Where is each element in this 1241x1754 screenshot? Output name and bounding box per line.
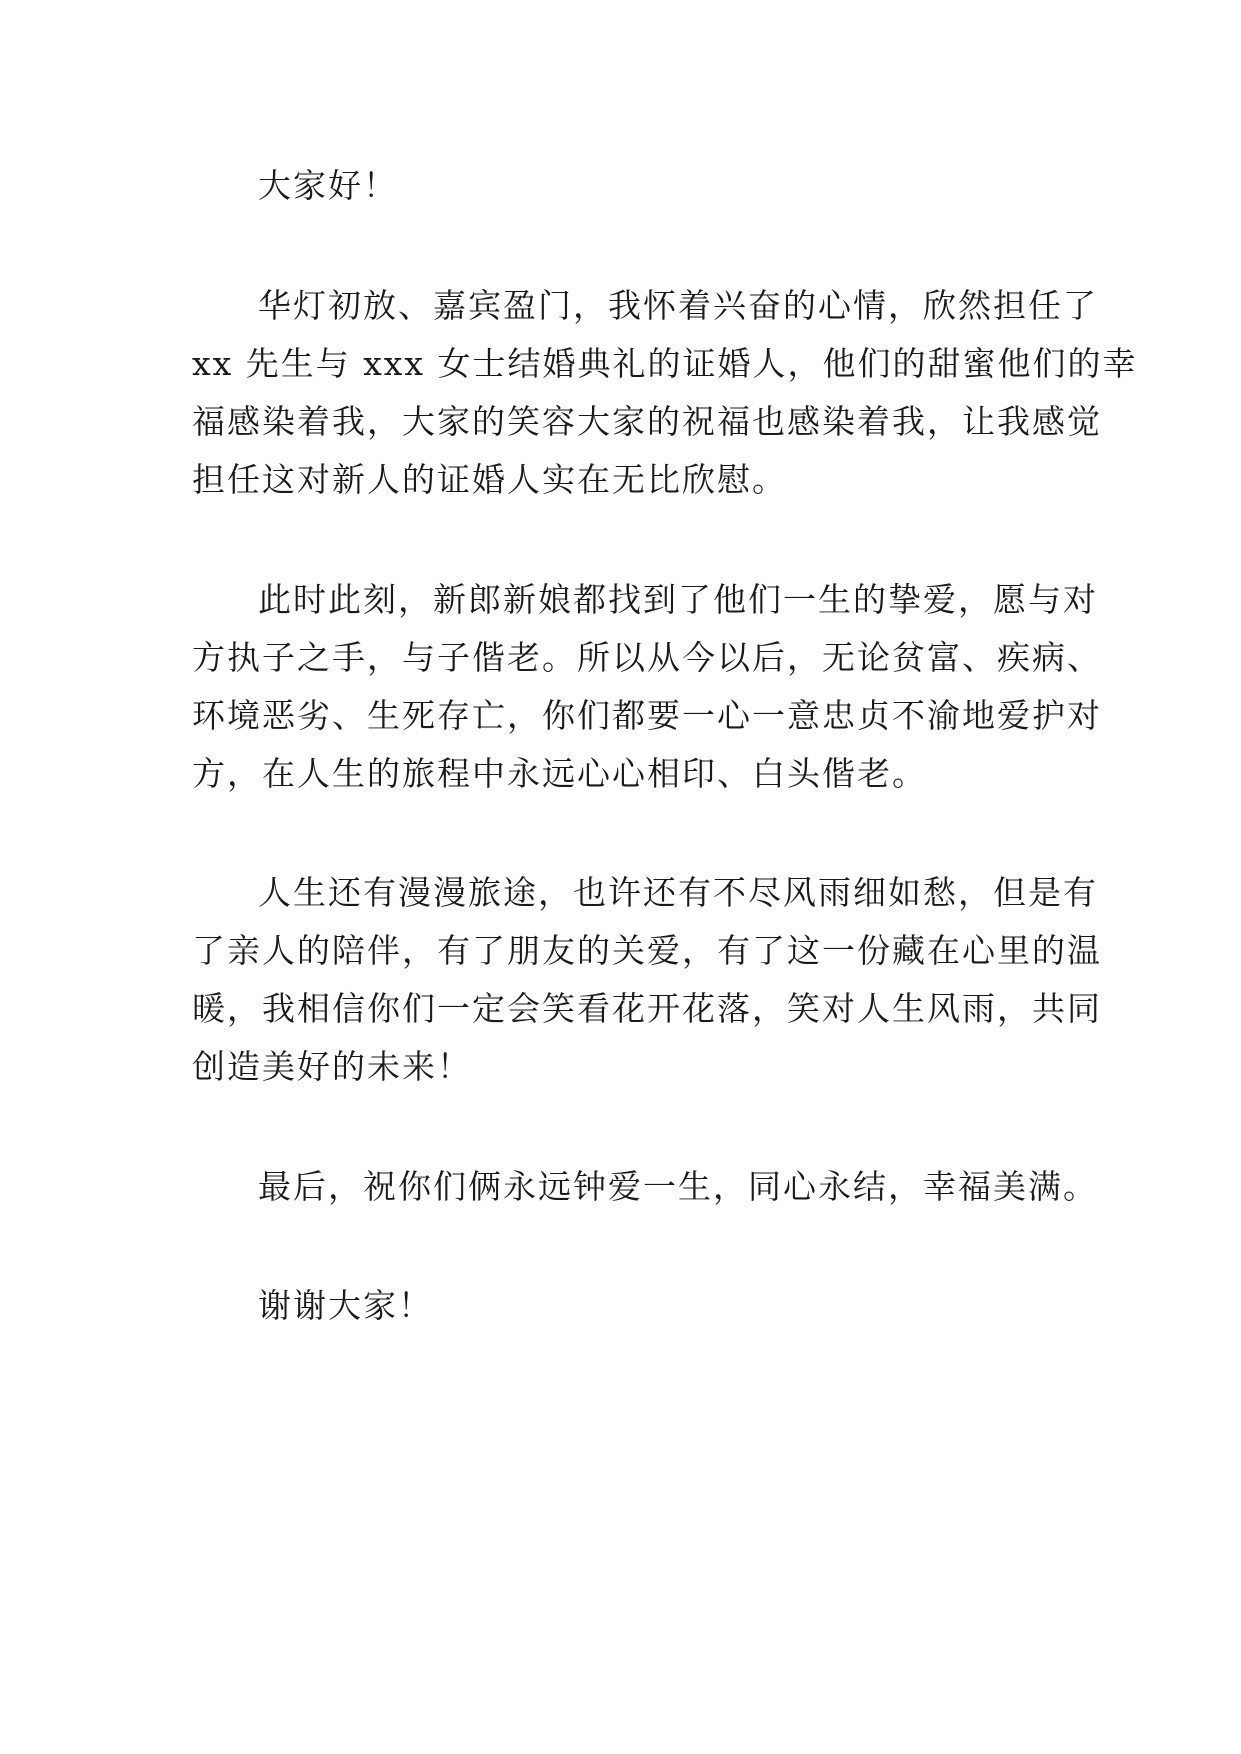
paragraph-line: 担任这对新人的证婚人实在无比欣慰。 — [192, 460, 787, 499]
paragraph-line: 此时此刻，新郎新娘都找到了他们一生的挚爱，愿与对 — [258, 580, 1098, 619]
paragraph-line: 福感染着我，大家的笑容大家的祝福也感染着我，让我感觉 — [192, 402, 1102, 441]
paragraph-line: 华灯初放、嘉宾盈门，我怀着兴奋的心情，欣然担任了 — [258, 286, 1098, 325]
paragraph-line: 创造美好的未来！ — [192, 1047, 472, 1086]
closing-line: 谢谢大家！ — [258, 1286, 433, 1325]
paragraph-line: xx 先生与 xxx 女士结婚典礼的证婚人，他们的甜蜜他们的幸 — [192, 344, 1138, 383]
paragraph-line: 了亲人的陪伴，有了朋友的关爱，有了这一份藏在心里的温 — [192, 931, 1102, 970]
paragraph-line: 人生还有漫漫旅途，也许还有不尽风雨细如愁，但是有 — [258, 873, 1098, 912]
paragraph-line: 暖，我相信你们一定会笑看花开花落，笑对人生风雨，共同 — [192, 989, 1102, 1028]
greeting-line: 大家好！ — [258, 166, 398, 205]
blessing-line: 最后，祝你们俩永远钟爱一生，同心永结，幸福美满。 — [258, 1167, 1098, 1206]
paragraph-line: 方，在人生的旅程中永远心心相印、白头偕老。 — [192, 754, 927, 793]
paragraph-line: 方执子之手，与子偕老。所以从今以后，无论贫富、疾病、 — [192, 638, 1102, 677]
paragraph-line: 环境恶劣、生死存亡，你们都要一心一意忠贞不渝地爱护对 — [192, 696, 1102, 735]
